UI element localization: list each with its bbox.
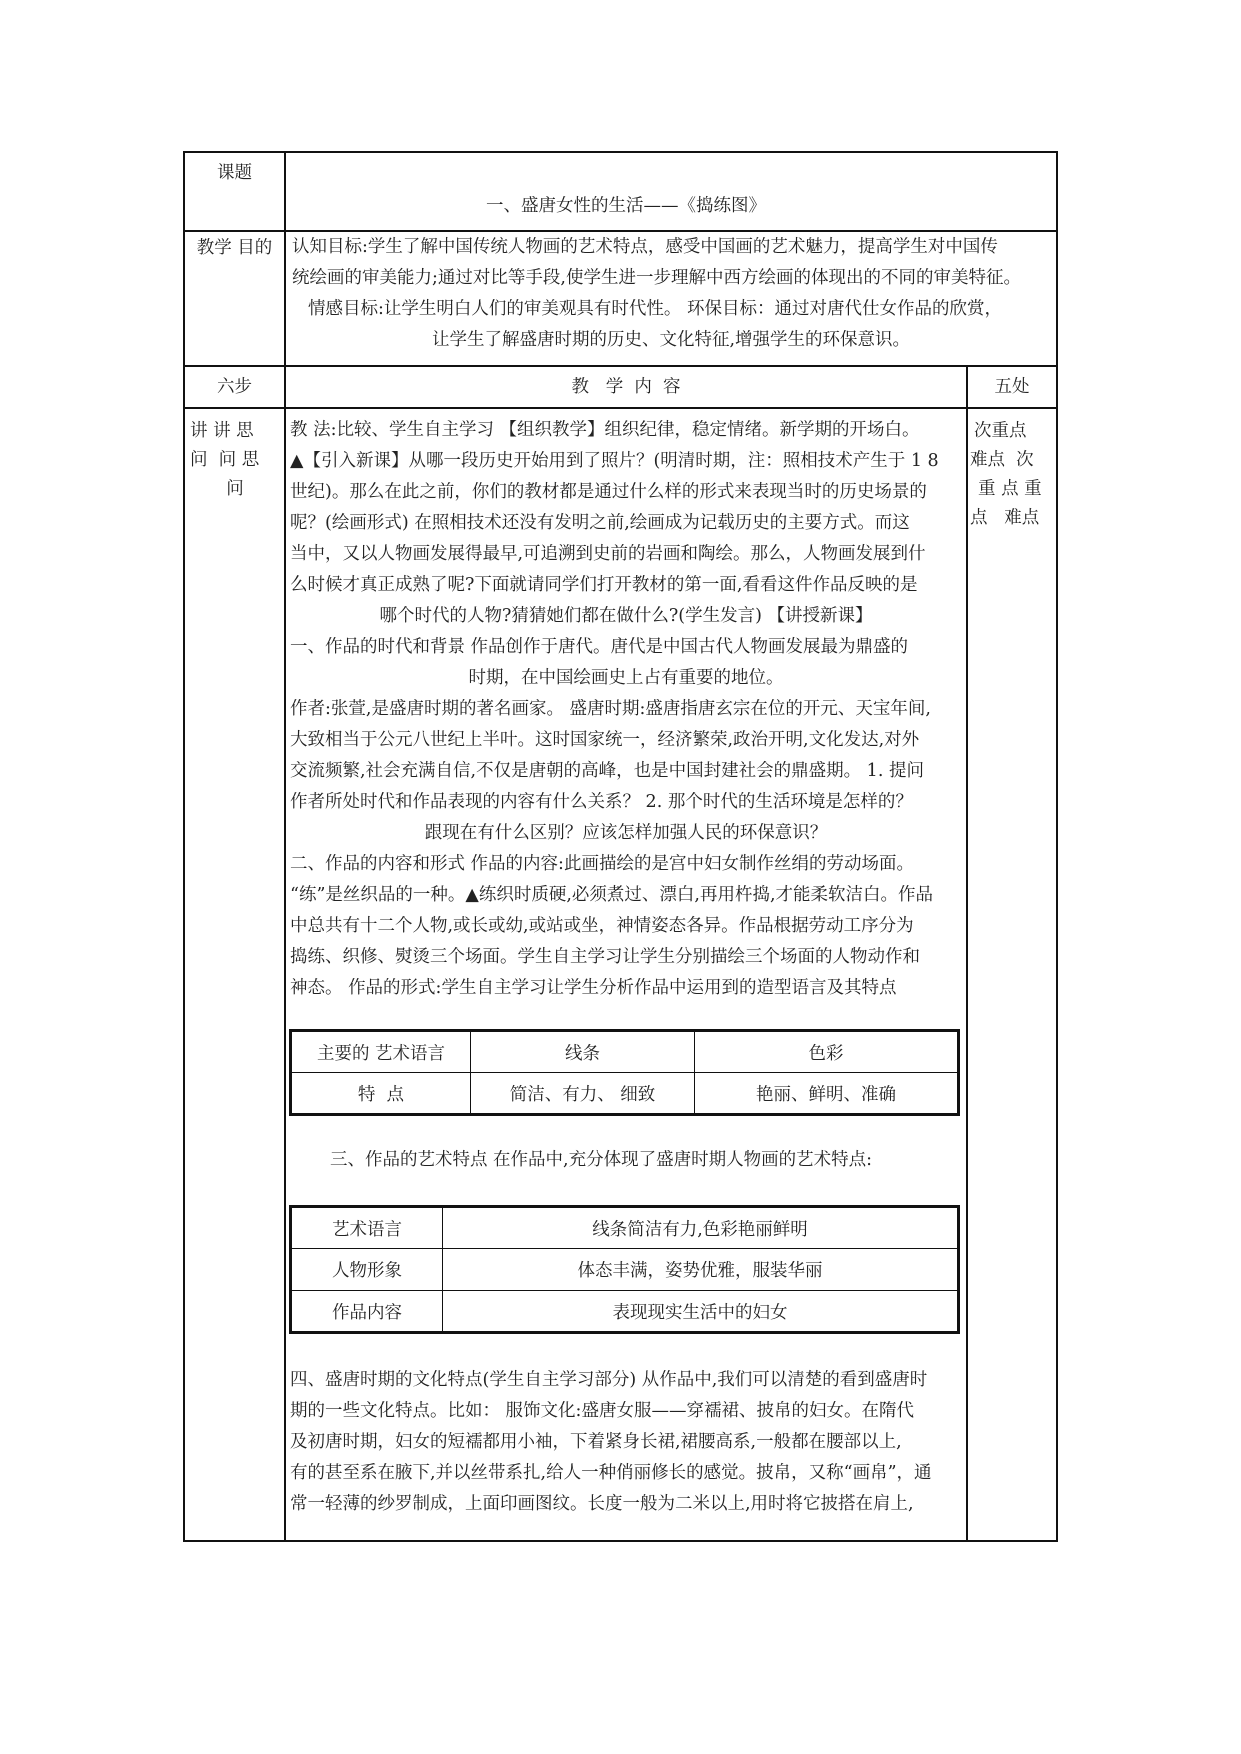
- content-line: 么时候才真正成熟了呢?下面就请同学们打开教材的第一面,看看这件作品反映的是: [290, 575, 918, 595]
- steps-line: 问 问 思: [190, 450, 260, 470]
- row-divider-goals: [183, 365, 1058, 367]
- content-line: 当中，又以人物画发展得最早,可追溯到史前的岩画和陶绘。那么，人物画发展到什: [290, 544, 926, 564]
- content-line: 时期，在中国绘画史上占有重要的地位。: [468, 668, 784, 688]
- table-cell: 主要的 艺术语言: [291, 1031, 471, 1073]
- content-line: 及初唐时期，妇女的短襦都用小袖，下着紧身长裙,裙腰高系,一般都在腰部以上,: [290, 1432, 902, 1452]
- content-line: 四、盛唐时期的文化特点(学生自主学习部分) 从作品中,我们可以清楚的看到盛唐时: [290, 1370, 928, 1390]
- table-cell: 艳丽、鲜明、准确: [695, 1073, 959, 1115]
- table-cell: 体态丰满，姿势优雅，服装华丽: [443, 1249, 959, 1291]
- art-language-table: [289, 1029, 960, 1116]
- teaching-content: [290, 415, 962, 1004]
- goal-line: 让学生了解盛唐时期的历史、文化特征,增强学生的环保意识。: [431, 330, 911, 350]
- table-cell: 艺术语言: [291, 1207, 443, 1249]
- table-row: [291, 1249, 959, 1291]
- content-line: 一、作品的时代和背景 作品创作于唐代。唐代是中国古代人物画发展最为鼎盛的: [290, 637, 909, 657]
- lesson-title: 一、盛唐女性的生活——《捣练图》: [486, 196, 766, 216]
- col-divider-left: [284, 151, 286, 1542]
- goal-line: 情感目标:让学生明白人们的审美观具有时代性。 环保目标：通过对唐代仕女作品的欣赏，: [308, 299, 1002, 319]
- content-line: 大致相当于公元八世纪上半叶。这时国家统一，经济繁荣,政治开明,文化发达,对外: [290, 730, 920, 750]
- table-cell: 简洁、有力、 细致: [471, 1073, 695, 1115]
- table-cell: 作品内容: [291, 1291, 443, 1333]
- content-line: 作者:张萱,是盛唐时期的著名画家。 盛唐时期:盛唐指唐玄宗在位的开元、天宝年间,: [290, 699, 931, 719]
- table-cell: 色彩: [695, 1031, 959, 1073]
- content-line: 捣练、织修、熨烫三个场面。学生自主学习让学生分别描绘三个场面的人物动作和: [290, 947, 920, 967]
- topic-label: 课题: [217, 163, 252, 183]
- steps-line: 问: [226, 479, 244, 499]
- steps-line: 讲 讲 思: [190, 421, 254, 441]
- table-row: [291, 1207, 959, 1249]
- table-cell: 特 点: [291, 1073, 471, 1115]
- art-features-table: [289, 1205, 960, 1334]
- table-cell: 人物形象: [291, 1249, 443, 1291]
- section-3-heading: 三、作品的艺术特点 在作品中,充分体现了盛唐时期人物画的艺术特点:: [330, 1150, 873, 1170]
- col-divider-right: [966, 365, 968, 1542]
- goals-text: [290, 232, 1052, 356]
- col-header-steps: 六步: [217, 377, 252, 397]
- points-line: 点 难点: [970, 508, 1040, 528]
- table-cell: 线条: [471, 1031, 695, 1073]
- content-line: 交流频繁,社会充满自信,不仅是唐朝的高峰，也是中国封建社会的鼎盛期。 1. 提问: [290, 761, 924, 781]
- content-line: 中总共有十二个人物,或长或幼,或站或坐，神情姿态各异。作品根据劳动工序分为: [290, 916, 914, 936]
- row-divider-header: [183, 407, 1058, 409]
- table-row: [291, 1073, 959, 1115]
- table-row: [291, 1291, 959, 1333]
- content-line: 哪个时代的人物?猜猜她们都在做什么?(学生发言) 【讲授新课】: [379, 606, 873, 626]
- table-cell: 表现现实生活中的妇女: [443, 1291, 959, 1333]
- table-row: [291, 1031, 959, 1073]
- points-column: [970, 417, 1056, 533]
- content-line: 教 法:比较、学生自主学习 【组织教学】组织纪律，稳定情绪。新学期的开场白。: [290, 420, 920, 440]
- table-cell: 线条简洁有力,色彩艳丽鲜明: [443, 1207, 959, 1249]
- content-line: “练”是丝织品的一种。▲练织时质硬,必须煮过、漂白,再用杵捣,才能柔软洁白。作品: [290, 885, 934, 905]
- content-line: 二、作品的内容和形式 作品的内容:此画描绘的是宫中妇女制作丝绢的劳动场面。: [290, 854, 914, 874]
- section-4-content: [290, 1365, 962, 1520]
- goals-label: 教学 目的: [196, 238, 273, 258]
- content-line: 跟现在有什么区别？应该怎样加强人民的环保意识？: [424, 823, 828, 843]
- points-line: 重 点 重: [978, 479, 1042, 499]
- content-line: 常一轻薄的纱罗制成，上面印画图纹。长度一般为二米以上,用时将它披搭在肩上,: [290, 1494, 914, 1514]
- steps-column: [188, 417, 282, 504]
- col-header-points: 五处: [994, 377, 1030, 397]
- goal-line: 统绘画的审美能力;通过对比等手段,使学生进一步理解中西方绘画的体现出的不同的审美特征。: [292, 268, 1021, 288]
- content-line: 作者所处时代和作品表现的内容有什么关系？ 2. 那个时代的生活环境是怎样的？: [290, 792, 913, 812]
- content-line: 世纪)。那么在此之前，你们的教材都是通过什么样的形式来表现当时的历史场景的: [290, 482, 927, 502]
- points-line: 次重点: [974, 421, 1027, 441]
- goal-line: 认知目标:学生了解中国传统人物画的艺术特点，感受中国画的艺术魅力，提高学生对中国传: [292, 237, 998, 257]
- content-line: 神态。 作品的形式:学生自主学习让学生分析作品中运用到的造型语言及其特点: [290, 978, 897, 998]
- content-line: 期的一些文化特点。比如： 服饰文化:盛唐女服——穿襦裙、披帛的妇女。在隋代: [290, 1401, 914, 1421]
- points-line: 难点 次: [970, 450, 1034, 470]
- content-line: ▲【引入新课】从哪一段历史开始用到了照片？(明清时期，注：照相技术产生于 1 8: [290, 451, 939, 471]
- content-line: 呢？(绘画形式) 在照相技术还没有发明之前,绘画成为记载历史的主要方式。而这: [290, 513, 910, 533]
- col-header-content: 教 学 内 容: [571, 377, 681, 397]
- content-line: 有的甚至系在腋下,并以丝带系扎,给人一种俏丽修长的感觉。披帛，又称“画帛”，通: [290, 1463, 932, 1483]
